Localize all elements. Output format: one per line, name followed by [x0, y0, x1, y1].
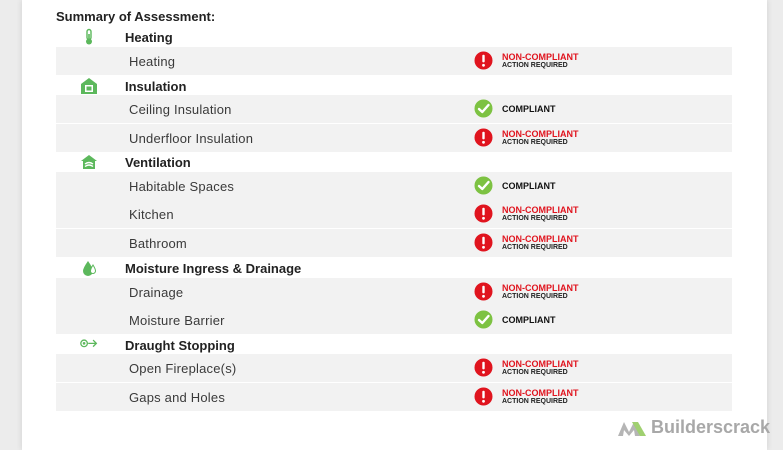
status-label: COMPLIANT: [502, 104, 556, 114]
alert-icon: [474, 233, 493, 252]
category-header: [56, 336, 732, 356]
draught-icon: [80, 336, 98, 354]
item-label: Drainage: [129, 285, 184, 300]
logo-mark-icon: [618, 418, 648, 436]
status-label: NON-COMPLIANT: [502, 234, 579, 244]
house-ventilation-icon: [80, 153, 98, 171]
check-icon: [474, 310, 493, 329]
item-label: Bathroom: [129, 236, 187, 251]
assessment-row: [56, 383, 732, 411]
thermometer-icon: [80, 28, 98, 46]
category-label: Ventilation: [125, 155, 191, 170]
assessment-row: [56, 95, 732, 123]
category-header: [56, 77, 732, 97]
assessment-row: [56, 278, 732, 306]
status-sublabel: ACTION REQUIRED: [502, 293, 568, 300]
assessment-row: [56, 306, 732, 334]
status-sublabel: ACTION REQUIRED: [502, 369, 568, 376]
alert-icon: [474, 51, 493, 70]
item-label: Gaps and Holes: [129, 390, 226, 405]
status-sublabel: ACTION REQUIRED: [502, 398, 568, 405]
status-label: NON-COMPLIANT: [502, 129, 579, 139]
alert-icon: [474, 282, 493, 301]
check-icon: [474, 176, 493, 195]
assessment-row: [56, 354, 732, 382]
alert-icon: [474, 387, 493, 406]
status-label: NON-COMPLIANT: [502, 283, 579, 293]
assessment-sheet: [22, 0, 767, 450]
status-sublabel: ACTION REQUIRED: [502, 244, 568, 251]
item-label: Moisture Barrier: [129, 313, 225, 328]
status-label: NON-COMPLIANT: [502, 52, 579, 62]
page-title: Summary of Assessment:: [56, 9, 216, 24]
builderscrack-logo: [618, 416, 771, 438]
alert-icon: [474, 128, 493, 147]
category-label: Heating: [125, 30, 173, 45]
status-label: COMPLIANT: [502, 181, 556, 191]
category-header: [56, 28, 732, 48]
assessment-row: [56, 47, 732, 75]
status-label: NON-COMPLIANT: [502, 359, 579, 369]
assessment-row: [56, 124, 732, 152]
category-label: Moisture Ingress & Drainage: [125, 261, 302, 276]
item-label: Kitchen: [129, 207, 174, 222]
category-header: [56, 153, 732, 173]
status-sublabel: ACTION REQUIRED: [502, 215, 568, 222]
logo-text: Builderscrack: [651, 417, 771, 437]
status-label: NON-COMPLIANT: [502, 388, 579, 398]
water-drops-icon: [80, 259, 98, 277]
assessment-row: [56, 172, 732, 200]
status-label: COMPLIANT: [502, 315, 556, 325]
assessment-row: [56, 200, 732, 228]
item-label: Heating: [129, 54, 176, 69]
status-sublabel: ACTION REQUIRED: [502, 62, 568, 69]
category-header: [56, 259, 732, 279]
item-label: Underfloor Insulation: [129, 131, 254, 146]
category-label: Insulation: [125, 79, 187, 94]
check-icon: [474, 99, 493, 118]
house-insulation-icon: [80, 77, 98, 95]
category-label: Draught Stopping: [125, 338, 235, 353]
status-sublabel: ACTION REQUIRED: [502, 139, 568, 146]
alert-icon: [474, 358, 493, 377]
alert-icon: [474, 204, 493, 223]
item-label: Habitable Spaces: [129, 179, 235, 194]
assessment-row: [56, 229, 732, 257]
item-label: Open Fireplace(s): [129, 361, 237, 376]
status-label: NON-COMPLIANT: [502, 205, 579, 215]
item-label: Ceiling Insulation: [129, 102, 232, 117]
